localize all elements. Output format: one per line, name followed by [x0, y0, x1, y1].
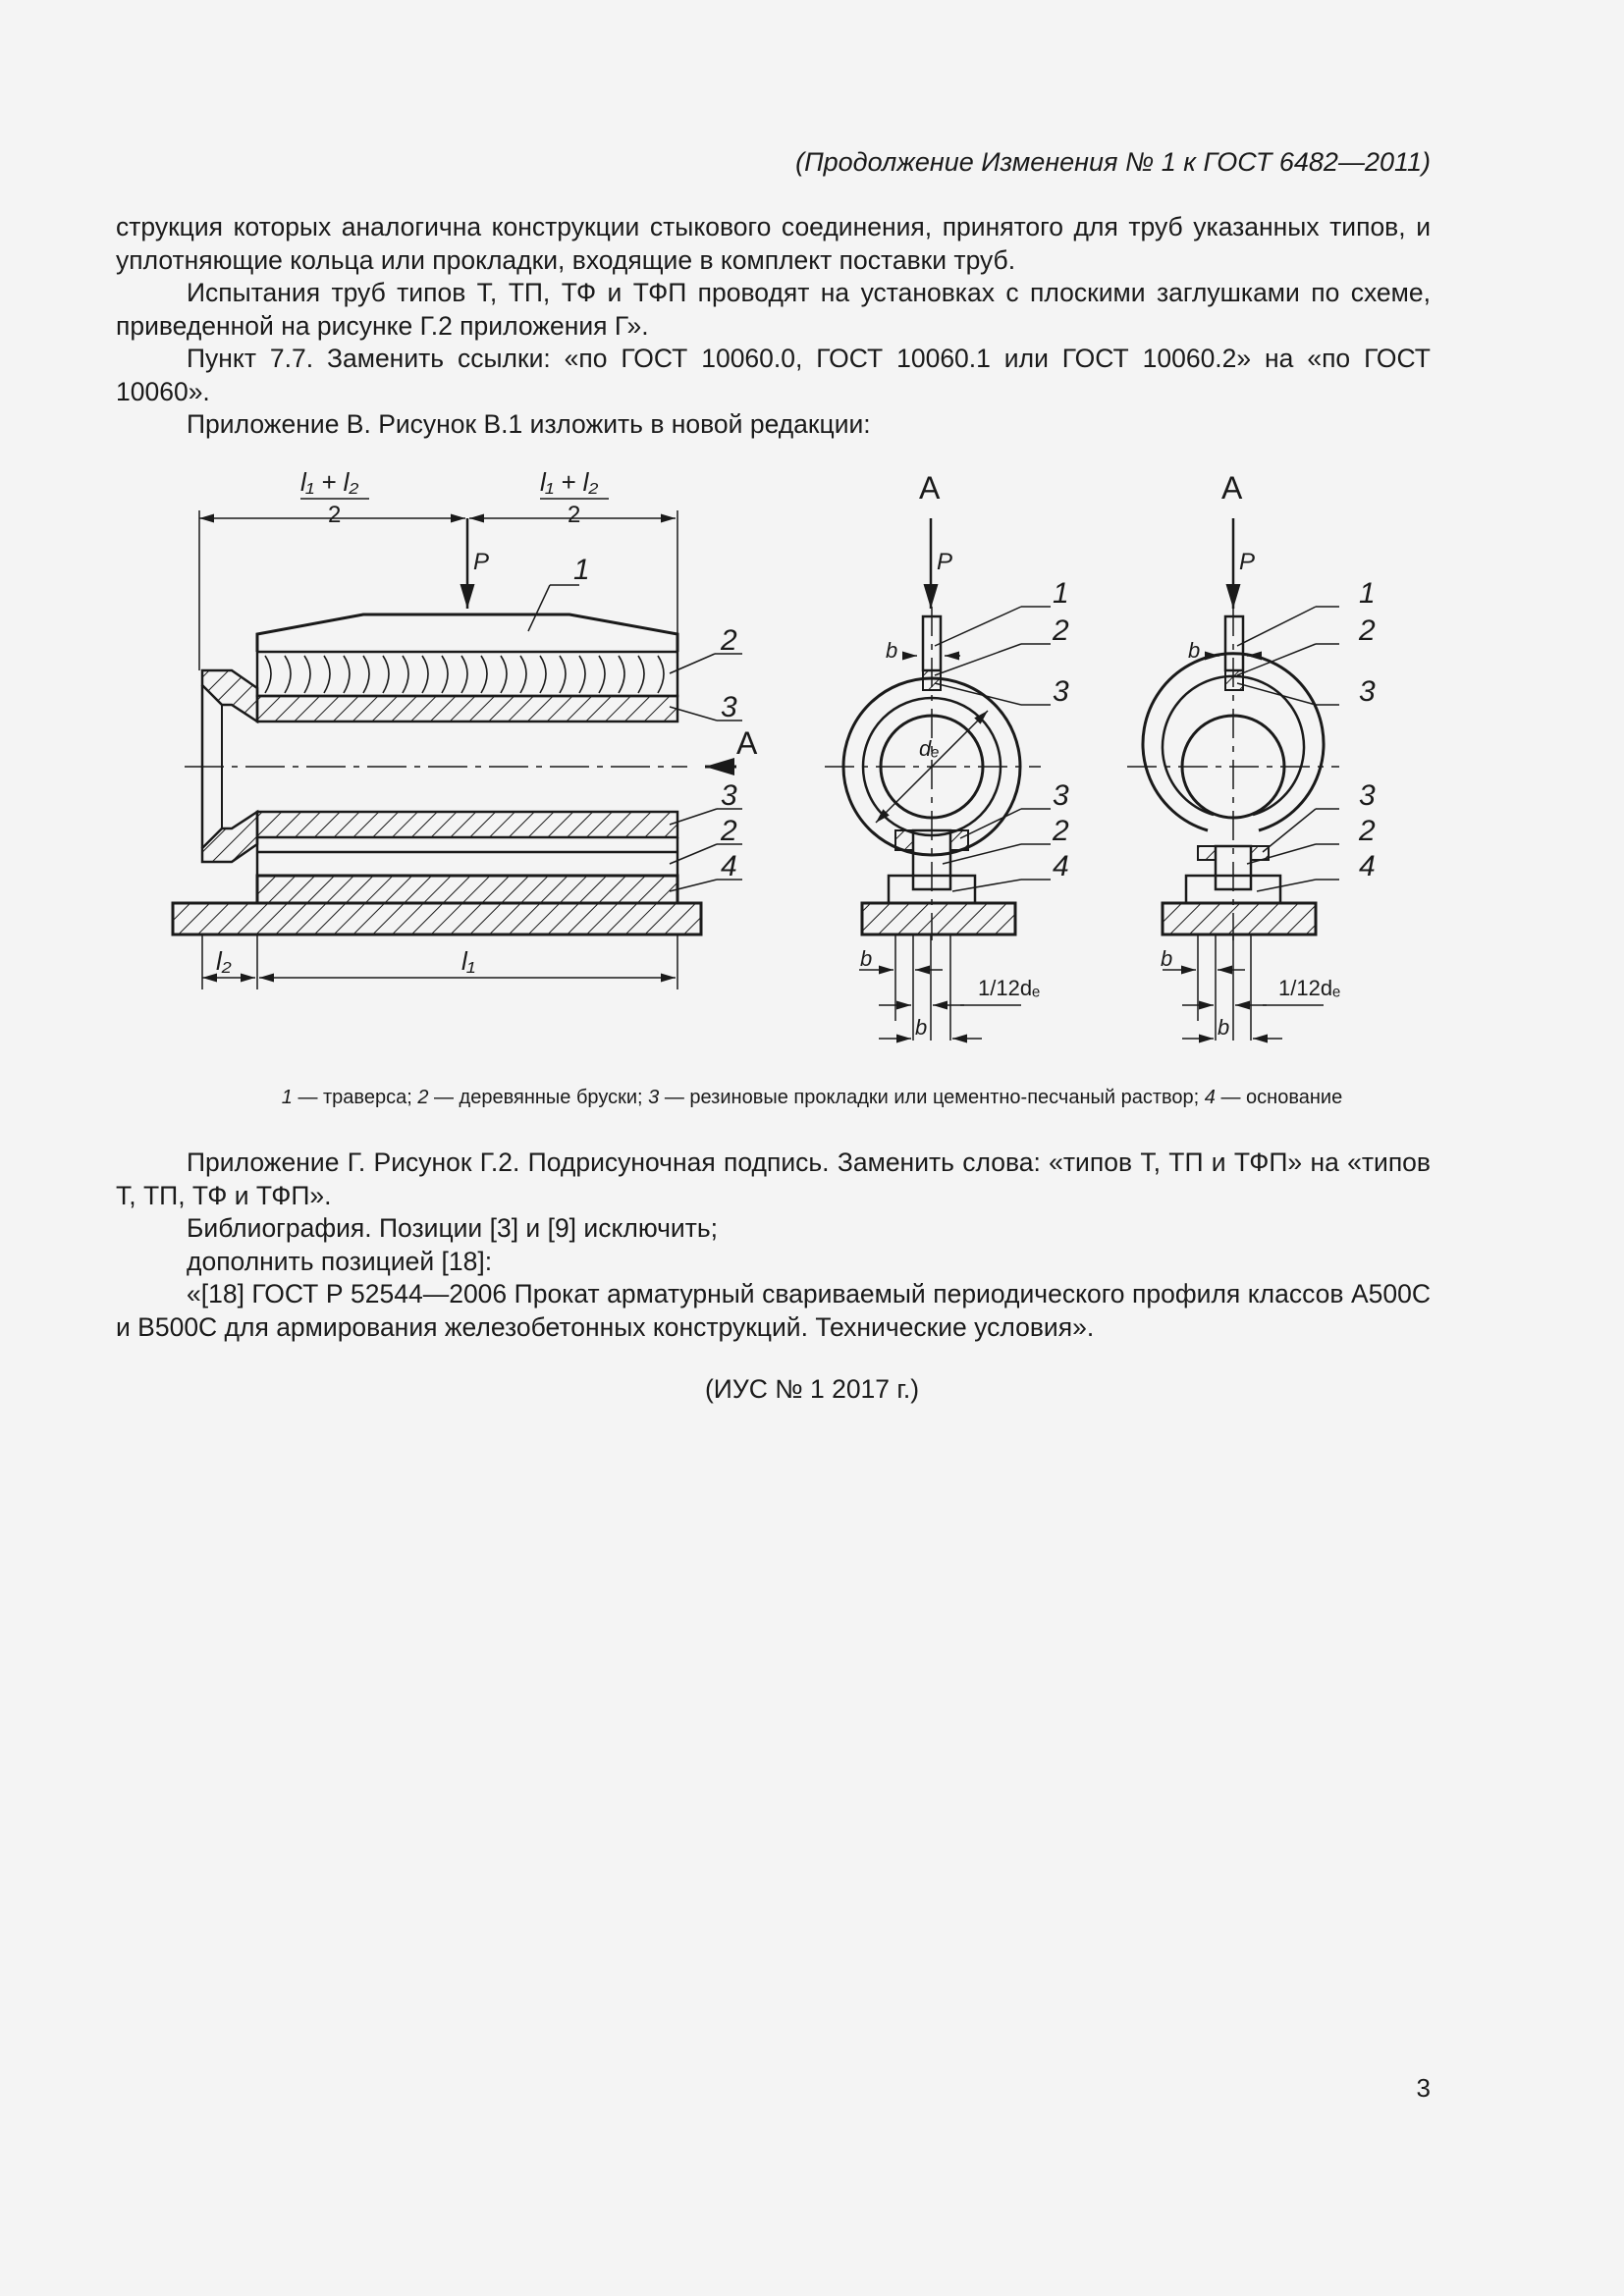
- figure-b1: [167, 459, 1376, 1068]
- pos-3: 3: [1359, 675, 1376, 708]
- paragraph: Приложение Г. Рисунок Г.2. Подрисуночная подпись. Заменить слова: «типов Т, ТП и ТФП» на «типов Т, ТП, ТФ и ТФП».: [116, 1148, 1431, 1210]
- dim-b: b: [1188, 638, 1201, 663]
- paragraph: «[18] ГОСТ Р 52544—2006 Прокат арматурный свариваемый периодического профиля классов А500С и В500С для армирования железобетонных конструкций. Технические условия».: [116, 1279, 1431, 1342]
- dim-de: dₑ: [919, 736, 940, 761]
- figure-caption: [0, 1087, 1624, 1109]
- socket-upper: [202, 670, 257, 721]
- dim-b: b: [915, 1015, 928, 1040]
- traverse: [257, 614, 677, 652]
- dim-fraction-den: 2: [328, 502, 342, 528]
- source-reference: (ИУС № 1 2017 г.): [704, 1374, 920, 1404]
- socket-lower: [202, 812, 257, 862]
- pos-1: 1: [1359, 577, 1376, 610]
- section-a-left: [825, 518, 1051, 1041]
- dim-b: b: [1161, 946, 1173, 971]
- pos-4: 4: [1359, 850, 1376, 882]
- side-view: [173, 499, 742, 989]
- dim-l2: l₂: [216, 946, 232, 976]
- pos-3: 3: [1359, 779, 1376, 812]
- base-slab: [173, 903, 701, 934]
- dim-fraction-den: 2: [568, 502, 581, 528]
- pos-4: 4: [721, 850, 737, 882]
- body-text: [116, 211, 1431, 442]
- pos-2: 2: [1359, 614, 1376, 647]
- caption-num: 4: [1204, 1087, 1216, 1108]
- pos-2: 2: [1053, 614, 1069, 647]
- view-label: А: [1221, 470, 1243, 506]
- pos-1: 1: [1053, 577, 1069, 610]
- view-label: А: [919, 470, 941, 506]
- caption-num: 3: [648, 1087, 660, 1108]
- pos-2: 2: [1359, 815, 1376, 847]
- after-text: [116, 1147, 1431, 1344]
- page-number: 3: [1416, 2073, 1431, 2103]
- pos-3: 3: [1053, 675, 1069, 708]
- pos-4: 4: [1053, 850, 1069, 882]
- force-label: P: [1239, 549, 1256, 575]
- caption-num: 2: [417, 1087, 429, 1108]
- paragraph: Библиография. Позиции [3] и [9] исключить;: [187, 1213, 719, 1243]
- lower-bar: [257, 876, 677, 903]
- dim-l1: l₁: [461, 946, 475, 976]
- dim-b: b: [860, 946, 873, 971]
- pos-2: 2: [1053, 815, 1069, 847]
- section-a-right: [1127, 518, 1339, 1041]
- pos-1: 1: [573, 554, 590, 586]
- pos-3: 3: [721, 779, 737, 812]
- pos-3: 3: [1053, 779, 1069, 812]
- test-scheme-drawing: [167, 459, 1376, 1068]
- paragraph: струкция которых аналогична конструкции стыкового соединения, принятого для труб указанных типов, и уплотняющие кольца или прокладки, входящие в комплект поставки труб.: [116, 212, 1431, 275]
- paragraph: дополнить позицией [18]:: [187, 1246, 493, 1276]
- pos-2: 2: [721, 815, 737, 847]
- dim-fraction-de: 1/12dₑ: [978, 976, 1041, 1000]
- paragraph: Пункт 7.7. Заменить ссылки: «по ГОСТ 10060.0, ГОСТ 10060.1 или ГОСТ 10060.2» на «по ГОСТ 10060».: [116, 344, 1431, 406]
- dim-b: b: [1218, 1015, 1230, 1040]
- paragraph: Испытания труб типов Т, ТП, ТФ и ТФП проводят на установках с плоскими заглушками по схеме, приведенной на рисунке Г.2 приложения Г».: [116, 278, 1431, 341]
- caption-num: 1: [281, 1087, 293, 1108]
- dim-fraction-num: l₁ + l₂: [540, 467, 599, 497]
- paragraph: Приложение В. Рисунок В.1 изложить в новой редакции:: [187, 409, 871, 439]
- pos-3: 3: [721, 691, 737, 723]
- force-label: P: [473, 549, 490, 575]
- caption-text: — основание: [1215, 1087, 1343, 1108]
- view-label: А: [736, 725, 758, 761]
- dim-fraction-num: l₁ + l₂: [300, 467, 359, 497]
- caption-text: — траверса;: [292, 1087, 418, 1108]
- dim-fraction-de: 1/12dₑ: [1278, 976, 1341, 1000]
- pos-2: 2: [721, 624, 737, 657]
- wood-grain: [265, 656, 664, 693]
- force-label: P: [937, 549, 953, 575]
- caption-text: — резиновые прокладки или цементно-песчаный раствор;: [659, 1087, 1205, 1108]
- pipe-wall-upper: [257, 696, 677, 721]
- dim-b: b: [886, 638, 898, 663]
- caption-text: — деревянные бруски;: [428, 1087, 649, 1108]
- page-header: (Продолжение Изменения № 1 к ГОСТ 6482—2011): [795, 147, 1431, 177]
- pipe-wall-lower: [257, 812, 677, 837]
